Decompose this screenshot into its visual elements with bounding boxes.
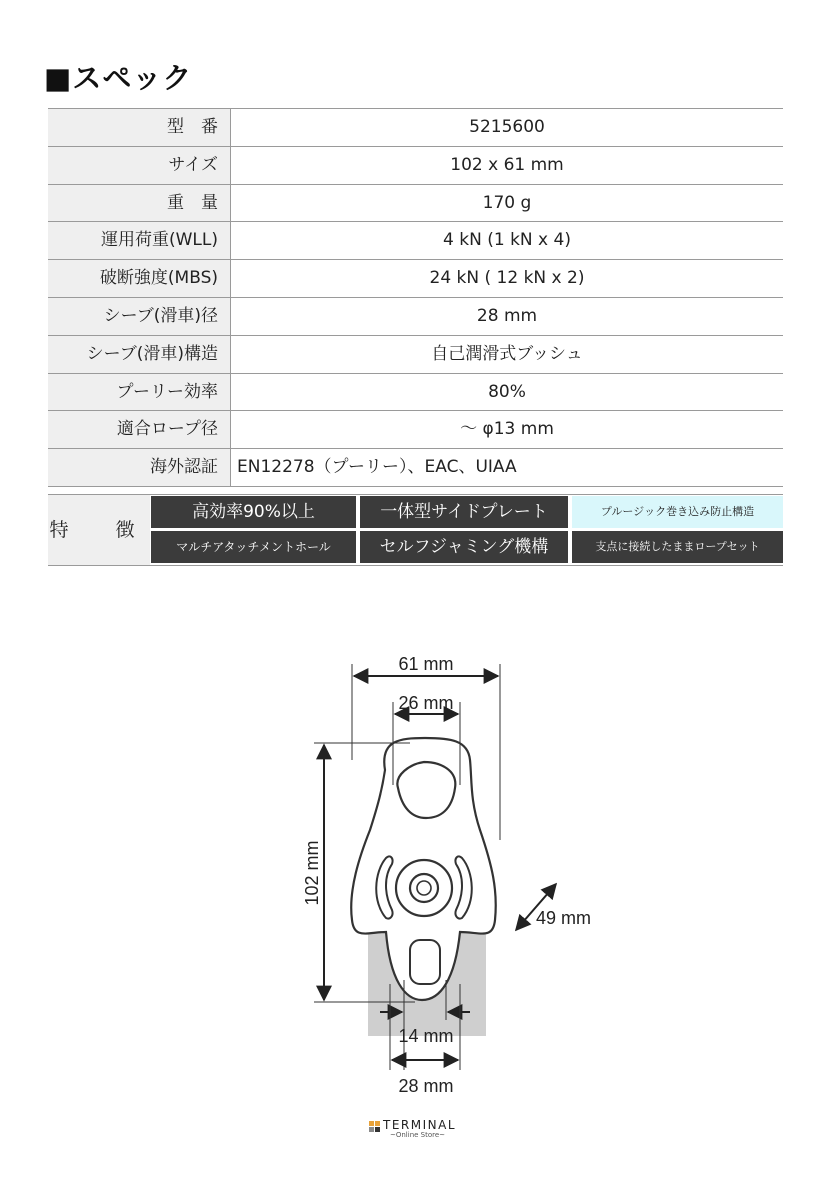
- spec-row: [48, 373, 783, 411]
- features-table: [48, 494, 783, 566]
- sheave-axle: [417, 881, 431, 895]
- spec-row: [48, 146, 783, 184]
- spec-value: 5215600: [230, 109, 783, 146]
- logo-square: [375, 1127, 380, 1132]
- spec-value: 80%: [230, 374, 783, 411]
- logo-square: [369, 1121, 374, 1126]
- spec-label: シーブ(滑車)構造: [48, 336, 230, 373]
- feature-badge: 一体型サイドプレート: [360, 496, 568, 528]
- spec-value: 自己潤滑式ブッシュ: [230, 336, 783, 373]
- spec-value: EN12278（プーリー）、EAC、UIAA: [230, 449, 783, 486]
- spec-label: 重 量: [48, 185, 230, 222]
- spec-row: [48, 448, 783, 487]
- logo-tagline: ~Online Store~: [390, 1131, 446, 1139]
- feature-badge: マルチアタッチメントホール: [151, 531, 356, 563]
- spec-label: 破断強度(MBS): [48, 260, 230, 297]
- spec-label: 型 番: [48, 109, 230, 146]
- spec-label: 運用荷重(WLL): [48, 222, 230, 259]
- rope-label: 14 mm: [398, 1026, 454, 1046]
- spec-label: 適合ロープ径: [48, 411, 230, 448]
- sheave-label: 28 mm: [398, 1076, 454, 1096]
- spec-value: 4 kN (1 kN x 4): [230, 222, 783, 259]
- spec-label: プーリー効率: [48, 374, 230, 411]
- features-label: 特 徴: [48, 495, 150, 565]
- spec-value: 170 g: [230, 185, 783, 222]
- bottom-hole: [410, 940, 440, 984]
- logo-square: [375, 1121, 380, 1126]
- spec-row: [48, 221, 783, 259]
- spec-label: 海外認証: [48, 449, 230, 486]
- pulley-dimension-diagram: [290, 640, 620, 1110]
- spec-value: 28 mm: [230, 298, 783, 335]
- spec-row: [48, 335, 783, 373]
- spec-label: サイズ: [48, 147, 230, 184]
- section-title: ■スペック: [44, 61, 193, 95]
- feature-badge: セルフジャミング機構: [360, 531, 568, 563]
- top-hole: [397, 762, 455, 818]
- top-hole-label: 26 mm: [398, 693, 454, 713]
- feature-badge: 高効率90%以上: [151, 496, 356, 528]
- width-label: 61 mm: [398, 654, 454, 674]
- spec-table: [48, 108, 783, 487]
- feature-badge-highlight: プルージック巻き込み防止構造: [572, 496, 783, 528]
- logo-square: [369, 1127, 374, 1132]
- spec-row: [48, 259, 783, 297]
- spec-row: [48, 108, 783, 146]
- feature-badge: 支点に接続したままロープセット: [572, 531, 783, 563]
- spec-label: シーブ(滑車)径: [48, 298, 230, 335]
- spec-value: 24 kN ( 12 kN x 2): [230, 260, 783, 297]
- depth-label: 49 mm: [536, 908, 592, 928]
- spec-row: [48, 184, 783, 222]
- spec-value: 102 x 61 mm: [230, 147, 783, 184]
- spec-row: [48, 297, 783, 335]
- spec-row: [48, 410, 783, 448]
- logo-name: TERMINAL: [383, 1118, 457, 1132]
- height-label: 102 mm: [302, 840, 322, 906]
- spec-value: ～ φ13 mm: [230, 411, 783, 448]
- terminal-logo: [369, 1118, 479, 1142]
